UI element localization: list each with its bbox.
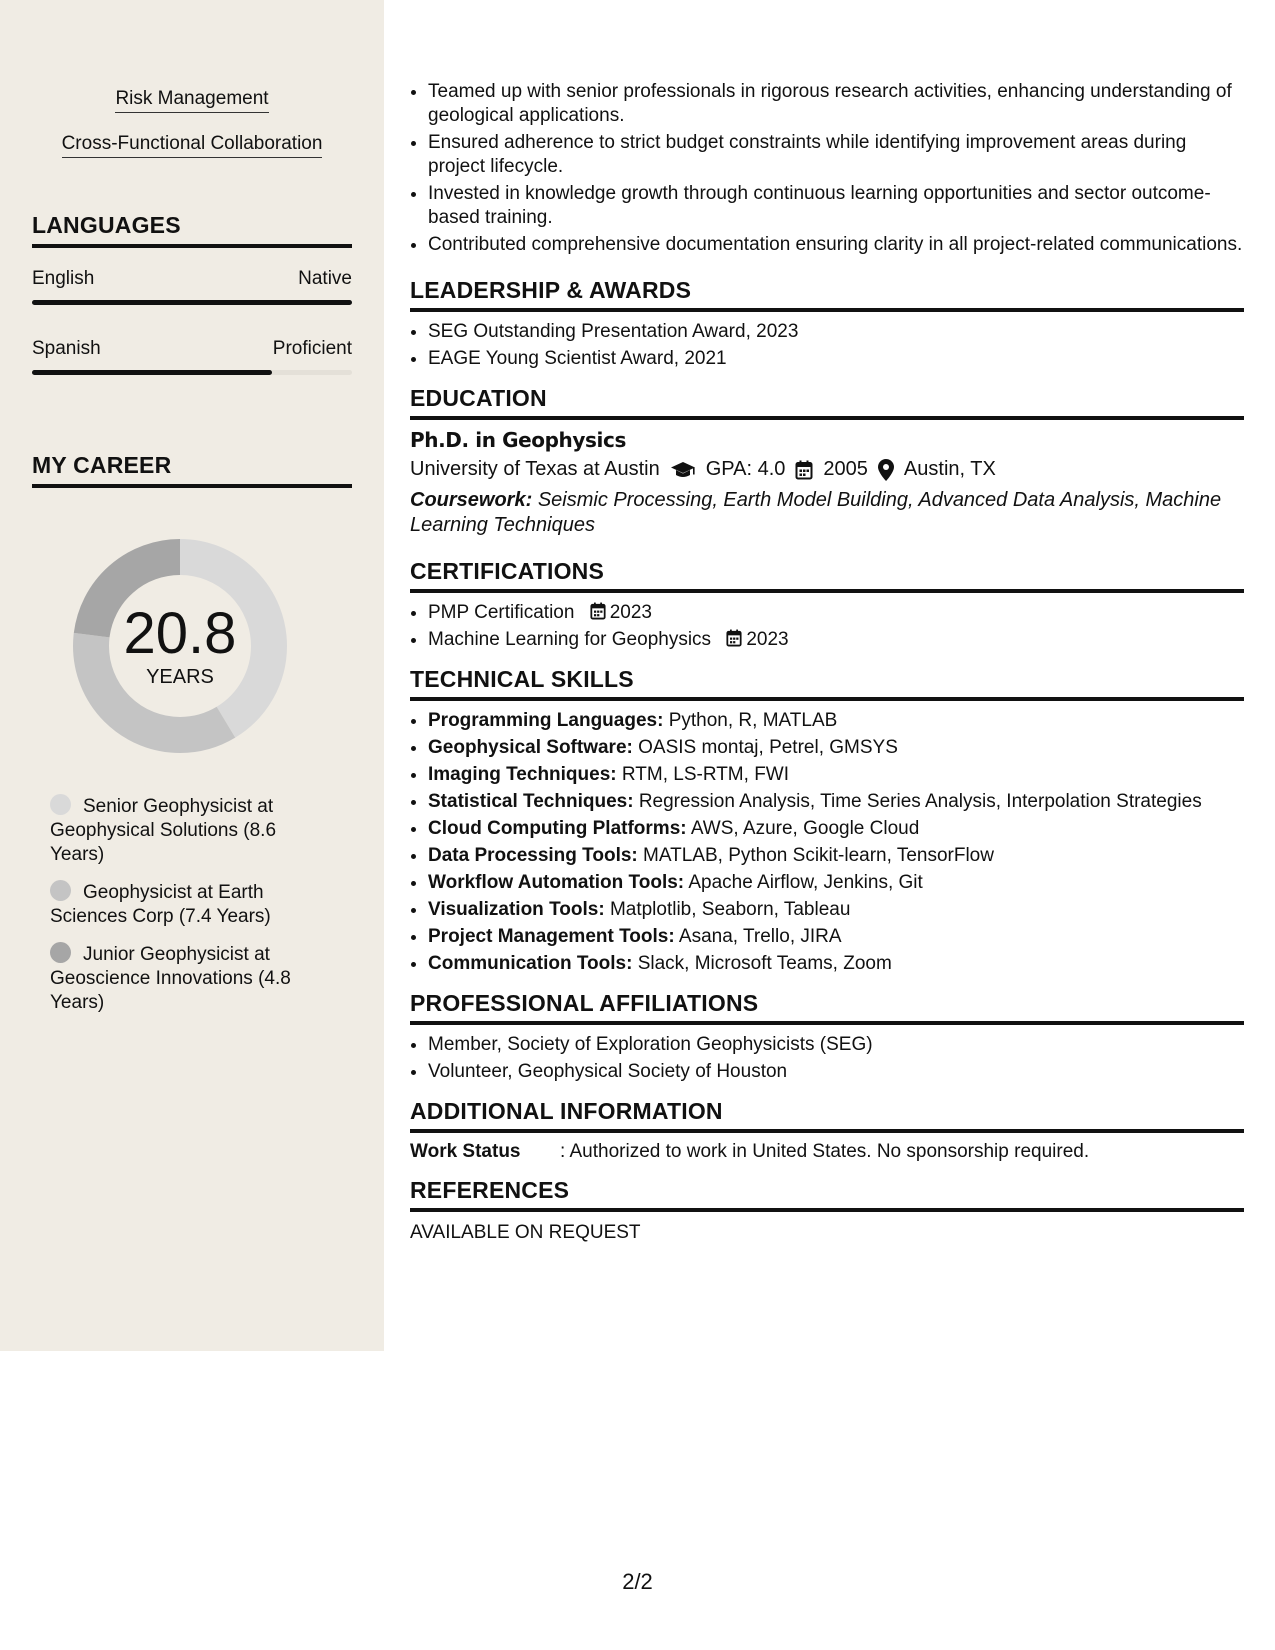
- language-row: [32, 338, 352, 360]
- language-proficiency-fill: [32, 370, 272, 375]
- career-total-unit: YEARS: [146, 665, 214, 688]
- languages-heading: LANGUAGES: [32, 212, 352, 248]
- additional-info-heading: ADDITIONAL INFORMATION: [410, 1098, 1244, 1133]
- language-proficiency-bar: [32, 300, 352, 305]
- legend-dot-icon: [50, 880, 71, 901]
- graduation-cap-icon: [670, 460, 696, 480]
- affiliation-item: • Volunteer, Geophysical Society of Houston: [428, 1060, 1244, 1084]
- sidebar: [0, 0, 384, 1351]
- experience-bullet: • Contributed comprehensive documentation ensuring clarity in all project-related communications.: [428, 233, 1244, 257]
- work-status-row: [410, 1141, 1244, 1163]
- affiliation-item: • Member, Society of Exploration Geophysicists (SEG): [428, 1033, 1244, 1057]
- technical-skill-item: • Cloud Computing Platforms: AWS, Azure, Google Cloud: [428, 817, 1244, 841]
- education-gpa: GPA: 4.0: [705, 458, 786, 480]
- skill-tag: Cross-Functional Collaboration: [0, 133, 384, 158]
- education-school: University of Texas at Austin: [410, 458, 660, 480]
- language-level: Native: [298, 268, 352, 289]
- career-legend-item: Junior Geophysicist at Geoscience Innovations (4.8 Years): [50, 944, 291, 1013]
- certifications-heading: CERTIFICATIONS: [410, 558, 1244, 593]
- additional-info-section: [410, 1098, 1244, 1163]
- technical-skill-item: • Visualization Tools: Matplotlib, Seaborn, Tableau: [428, 898, 1244, 922]
- career-legend: [50, 794, 300, 1028]
- experience-bullets: [410, 80, 1244, 257]
- affiliations-section: [410, 990, 1244, 1084]
- technical-skill-item: • Project Management Tools: Asana, Trello, JIRA: [428, 925, 1244, 949]
- language-name: English: [32, 268, 95, 289]
- references-heading: REFERENCES: [410, 1177, 1244, 1212]
- language-proficiency-bar: [32, 370, 352, 375]
- affiliations-heading: PROFESSIONAL AFFILIATIONS: [410, 990, 1244, 1025]
- certification-year: 2023: [609, 602, 652, 623]
- work-status-value: : Authorized to work in United States. No sponsorship required.: [560, 1141, 1090, 1162]
- technical-skill-item: • Programming Languages: Python, R, MATLAB: [428, 709, 1244, 733]
- technical-skill-item: • Data Processing Tools: MATLAB, Python Scikit-learn, TensorFlow: [428, 844, 1244, 868]
- technical-skill-item: • Imaging Techniques: RTM, LS-RTM, FWI: [428, 763, 1244, 787]
- education-year: 2005: [823, 458, 868, 480]
- award-item: • EAGE Young Scientist Award, 2021: [428, 347, 1244, 371]
- coursework-list: Seismic Processing, Earth Model Building, Advanced Data Analysis, Machine Learning Techniques: [410, 489, 1222, 536]
- technical-skills-section: [410, 666, 1244, 976]
- language-name: Spanish: [32, 338, 101, 359]
- awards-heading: LEADERSHIP & AWARDS: [410, 277, 1244, 312]
- references-text: AVAILABLE ON REQUEST: [410, 1222, 641, 1243]
- main-content: [410, 0, 1244, 1244]
- calendar-icon: [726, 629, 742, 647]
- experience-bullet: • Ensured adherence to strict budget constraints while identifying improvement areas during project lifecycle.: [428, 131, 1244, 179]
- career-total-value: 20.8: [123, 600, 237, 666]
- skill-tag: Risk Management: [0, 88, 384, 113]
- certifications-section: [410, 558, 1244, 652]
- education-details: [410, 458, 1244, 481]
- certification-name: Machine Learning for Geophysics: [428, 629, 712, 650]
- location-pin-icon: [878, 459, 894, 481]
- page-number: 2/2: [622, 1569, 653, 1594]
- technical-skill-item: • Geophysical Software: OASIS montaj, Petrel, GMSYS: [428, 736, 1244, 760]
- certification-item: [428, 601, 1244, 625]
- language-row: [32, 268, 352, 290]
- awards-section: [410, 277, 1244, 371]
- career-legend-item: Senior Geophysicist at Geophysical Solutions (8.6 Years): [50, 796, 277, 865]
- technical-skill-item: • Communication Tools: Slack, Microsoft Teams, Zoom: [428, 952, 1244, 976]
- certification-year: 2023: [746, 629, 789, 650]
- certification-name: PMP Certification: [428, 602, 575, 623]
- technical-skill-item: • Statistical Techniques: Regression Analysis, Time Series Analysis, Interpolation Strategies: [428, 790, 1244, 814]
- technical-skills-heading: TECHNICAL SKILLS: [410, 666, 1244, 701]
- education-section: [410, 385, 1244, 538]
- career-heading: MY CAREER: [32, 452, 352, 488]
- calendar-icon: [590, 602, 606, 620]
- experience-bullet: • Invested in knowledge growth through continuous learning opportunities and sector outcome-based training.: [428, 182, 1244, 230]
- work-status-label: Work Status: [410, 1141, 521, 1162]
- coursework-label: Coursework:: [410, 489, 533, 511]
- legend-dot-icon: [50, 794, 71, 815]
- technical-skill-item: • Workflow Automation Tools: Apache Airflow, Jenkins, Git: [428, 871, 1244, 895]
- education-coursework: [410, 488, 1244, 538]
- education-location: Austin, TX: [903, 458, 996, 480]
- language-proficiency-fill: [32, 300, 352, 305]
- language-level: Proficient: [272, 338, 352, 359]
- career-legend-item: Geophysicist at Earth Sciences Corp (7.4 Years): [50, 882, 271, 927]
- calendar-icon: [795, 460, 813, 480]
- education-heading: EDUCATION: [410, 385, 1244, 420]
- legend-dot-icon: [50, 942, 71, 963]
- career-total: [67, 533, 293, 759]
- certification-item: [428, 628, 1244, 652]
- award-item: • SEG Outstanding Presentation Award, 2023: [428, 320, 1244, 344]
- education-degree: Ph.D. in Geophysics: [410, 428, 626, 452]
- references-section: [410, 1177, 1244, 1244]
- experience-bullet: • Teamed up with senior professionals in rigorous research activities, enhancing understanding of geological applications.: [428, 80, 1244, 128]
